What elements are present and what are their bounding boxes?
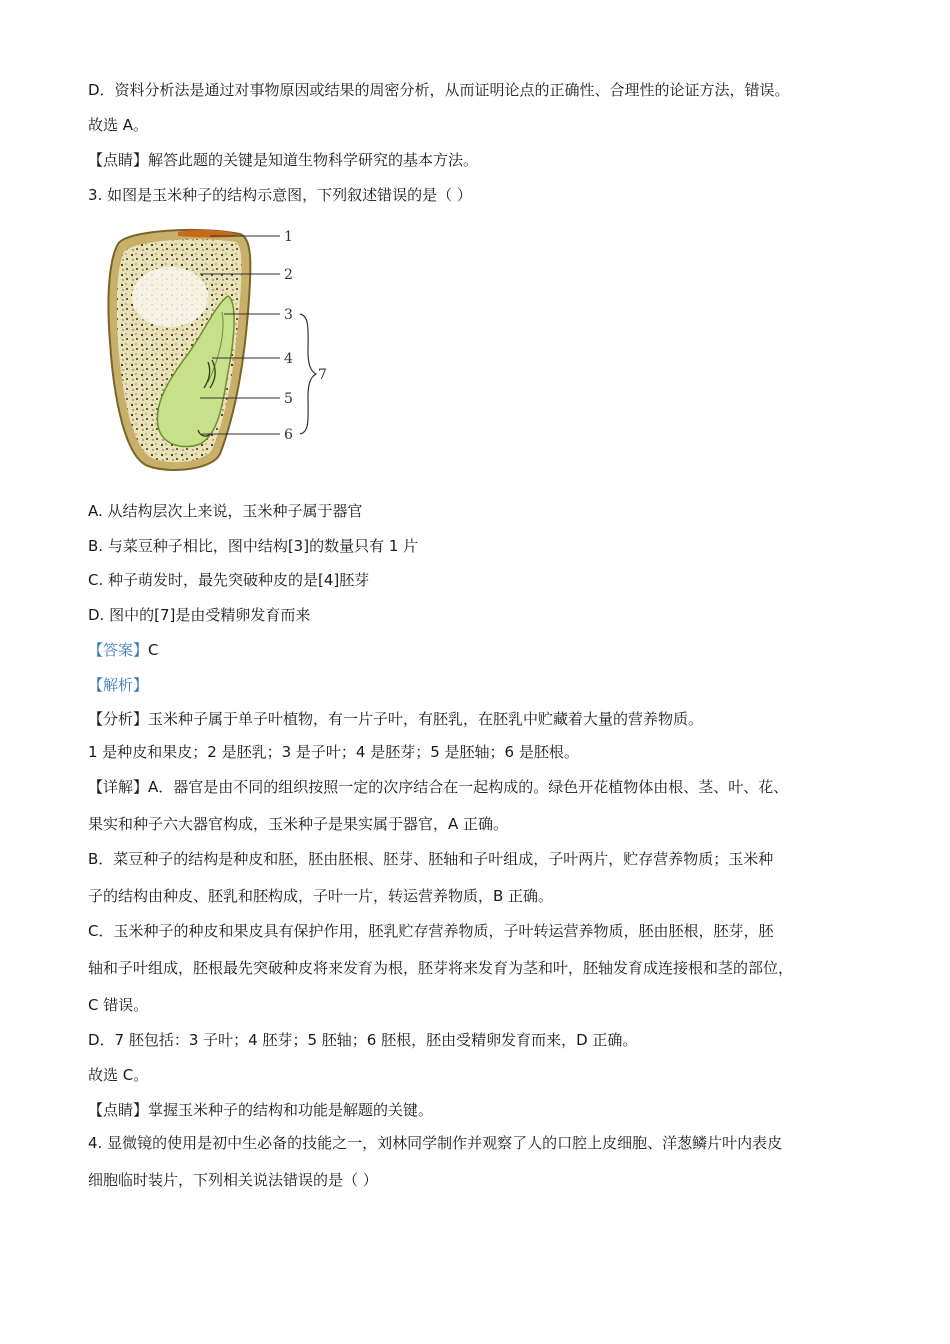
question-3: 3. 如图是玉米种子的结构示意图，下列叙述错误的是（ ） [88,186,472,204]
line-tip: 【点睛】解答此题的关键是知道生物科学研究的基本方法。 [88,151,479,169]
analysis-tag: 【解析】 [88,676,149,694]
analysis-line: C 错误。 [88,996,149,1014]
option-a: A. 从结构层次上来说，玉米种子属于器官 [88,502,363,520]
question-4: 4. 显微镜的使用是初中生必备的技能之一，刘林同学制作并观察了人的口腔上皮细胞、洋葱鳞片叶内表皮 [88,1134,783,1152]
analysis-line: 子的结构由种皮、胚乳和胚构成，子叶一片，转运营养物质，B 正确。 [88,887,554,905]
analysis-line: 【分析】玉米种子属于单子叶植物，有一片子叶，有胚乳，在胚乳中贮藏着大量的营养物质。 [88,710,704,728]
option-b: B. 与菜豆种子相比，图中结构[3]的数量只有 1 片 [88,537,419,555]
label-3: 3 [284,307,293,323]
analysis-line: 果实和种子六大器官构成，玉米种子是果实属于器官，A 正确。 [88,815,509,833]
answer-line [88,640,159,660]
analysis-line: 轴和子叶组成，胚根最先突破种皮将来发育为根，胚芽将来发育为茎和叶，胚轴发育成连接根和茎的部位， [88,959,794,977]
analysis-line: 【点睛】掌握玉米种子的结构和功能是解题的关键。 [88,1101,434,1119]
label-1: 1 [284,229,293,245]
analysis-line: D．7 胚包括：3 子叶；4 胚芽；5 胚轴；6 胚根，胚由受精卵发育而来，D 正确。 [88,1031,638,1049]
label-4: 4 [284,351,293,367]
answer-value: C [148,641,159,659]
option-c: C. 种子萌发时，最先突破种皮的是[4]胚芽 [88,571,370,589]
label-7: 7 [318,367,327,383]
label-6: 6 [284,427,293,443]
line-choose-a: 故选 A。 [88,116,149,134]
analysis-line: 【详解】A．器官是由不同的组织按照一定的次序结合在一起构成的。绿色开花植物体由根、茎、叶、花、 [88,778,789,796]
analysis-line: B．菜豆种子的结构是种皮和胚，胚由胚根、胚芽、胚轴和子叶组成，子叶两片，贮存营养物质；玉米种 [88,850,774,868]
brace-7 [300,314,316,434]
analysis-line: 1 是种皮和果皮；2 是胚乳；3 是子叶；4 是胚芽；5 是胚轴；6 是胚根。 [88,743,579,761]
label-5: 5 [284,391,293,407]
option-d: D. 图中的[7]是由受精卵发育而来 [88,606,311,624]
answer-tag: 【答案】 [88,641,149,659]
analysis-line: C．玉米种子的种皮和果皮具有保护作用，胚乳贮存营养物质，子叶转运营养物质，胚由胚根，胚芽，胚 [88,922,774,940]
corn-seed-diagram [100,222,340,480]
analysis-line: 故选 C。 [88,1066,149,1084]
label-2: 2 [284,267,293,283]
question-4-cont: 细胞临时装片，下列相关说法错误的是（ ） [88,1171,378,1189]
line-d-option: D．资料分析法是通过对事物原因或结果的周密分析，从而证明论点的正确性、合理性的论证方法，错误。 [88,81,790,99]
